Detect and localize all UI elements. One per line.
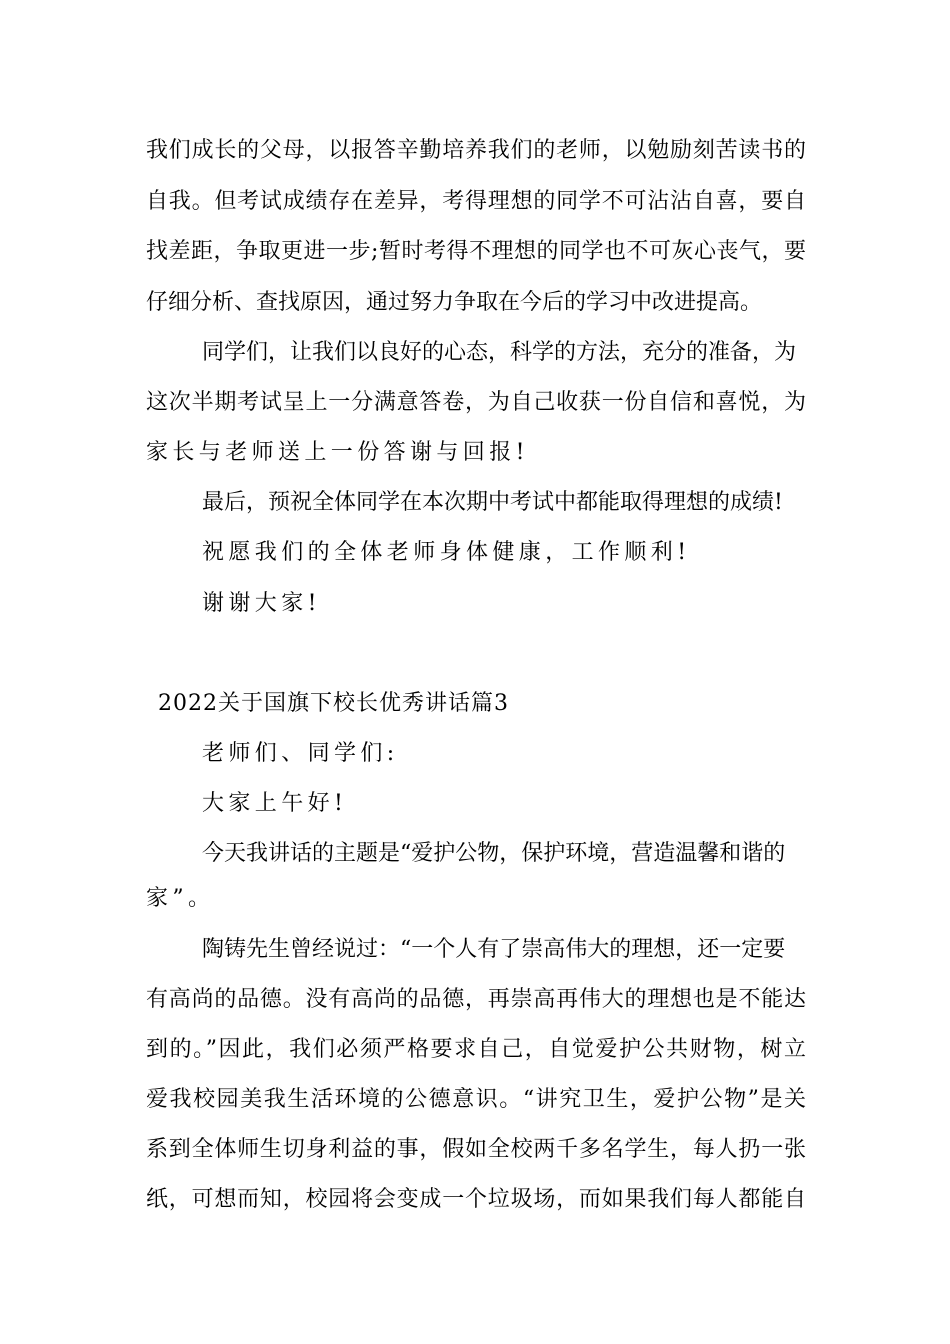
- paragraph-line: 同学们，让我们以良好的心态，科学的方法，充分的准备，为: [202, 340, 797, 365]
- paragraph-line: 今天我讲话的主题是“爱护公物，保护环境，营造温馨和谐的: [202, 841, 786, 866]
- paragraph-line: 老师们、同学们:: [202, 741, 399, 766]
- paragraph-line: 有高尚的品德。没有高尚的品德，再崇高再伟大的理想也是不能达: [146, 987, 806, 1012]
- paragraph-line: 这次半期考试呈上一分满意答卷，为自己收获一份自信和喜悦，为: [146, 390, 806, 415]
- paragraph-line: 到的。”因此，我们必须严格要求自己，自觉爱护公共财物，树立: [146, 1037, 806, 1062]
- paragraph-line: 系到全体师生切身利益的事，假如全校两千多名学生，每人扔一张: [146, 1137, 806, 1162]
- paragraph-line: 家”。: [146, 886, 215, 911]
- paragraph-line: 我们成长的父母，以报答辛勤培养我们的老师，以勉励刻苦读书的: [146, 138, 806, 163]
- paragraph-line: 爱我校园美我生活环境的公德意识。“讲究卫生，爱护公物”是关: [146, 1087, 806, 1112]
- paragraph-line: 谢谢大家!: [202, 591, 321, 616]
- paragraph-line: 陶铸先生曾经说过：“一个人有了崇高伟大的理想，还一定要: [202, 937, 786, 962]
- paragraph-line: 大家上午好!: [202, 791, 348, 816]
- paragraph-line: 最后，预祝全体同学在本次期中考试中都能取得理想的成绩!: [202, 490, 783, 515]
- paragraph-line: 祝愿我们的全体老师身体健康，工作顺利!: [202, 540, 691, 565]
- paragraph-line: 找差距，争取更进一步;暂时考得不理想的同学也不可灰心丧气，要: [146, 239, 806, 264]
- paragraph-line: 自我。但考试成绩存在差异，考得理想的同学不可沾沾自喜，要自: [146, 189, 806, 214]
- section-heading: 2022关于国旗下校长优秀讲话篇3: [158, 691, 509, 716]
- paragraph-line: 纸，可想而知，校园将会变成一个垃圾场，而如果我们每人都能自: [146, 1187, 806, 1212]
- paragraph-line: 仔细分析、查找原因，通过努力争取在今后的学习中改进提高。: [146, 290, 763, 315]
- paragraph-line: 家长与老师送上一份答谢与回报!: [146, 440, 529, 465]
